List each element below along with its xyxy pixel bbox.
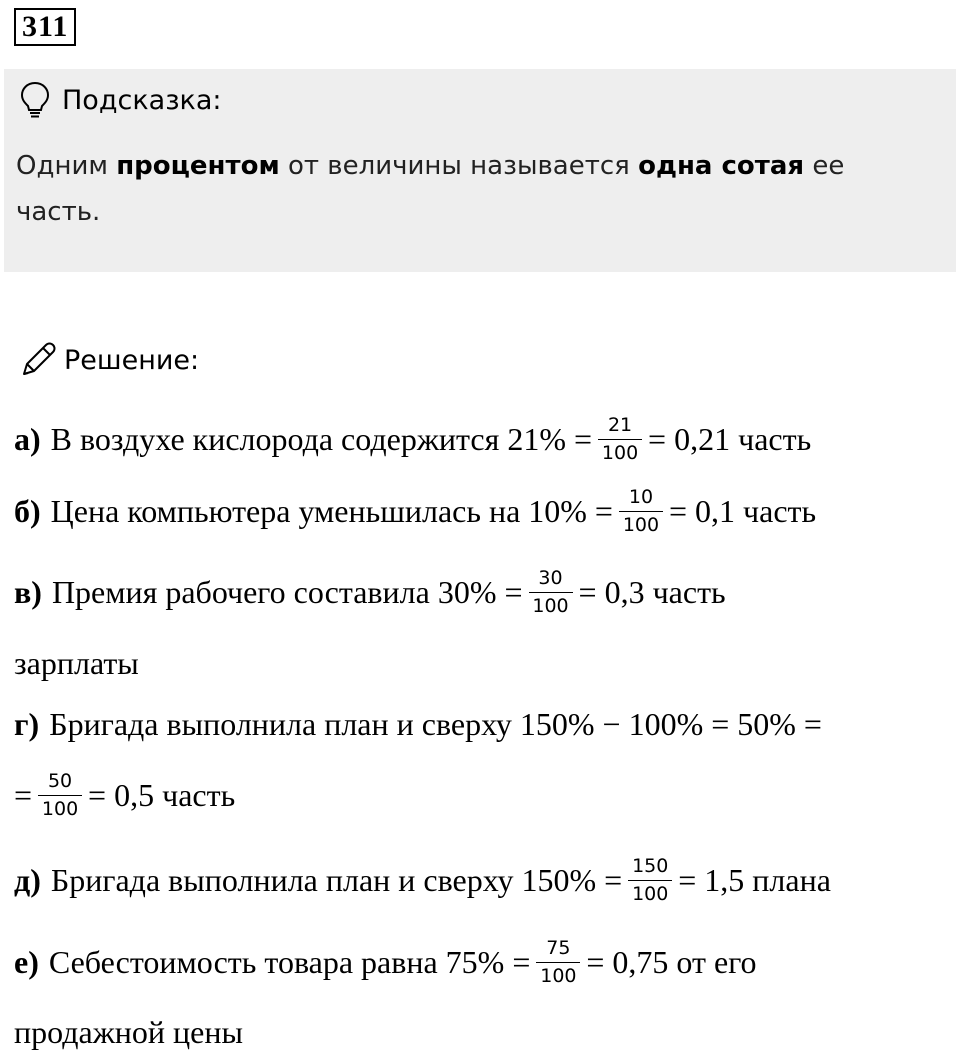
solution-title-text: Решение: (64, 344, 200, 376)
hint-box (4, 69, 956, 272)
fraction: $\frac{150}{100}$ (628, 855, 672, 906)
solution-line-v: в) Премия рабочего составила 30% = $\frac{30}{100}$ = 0,3 часть (14, 567, 726, 617)
hint-title (20, 81, 222, 119)
solution-line-a: а) В воздухе кислорода содержится 21% = $\frac{21}{100}$ = 0,21 часть (14, 414, 812, 464)
item-label: д) (14, 862, 41, 898)
item-label: г) (14, 706, 40, 742)
solution-line-v-cont: зарплаты (14, 645, 139, 681)
fraction: $\frac{21}{100}$ (598, 414, 642, 465)
solution-line-b: б) Цена компьютера уменьшилась на 10% = $\frac{10}{100}$ = 0,1 часть (14, 486, 817, 536)
solution-line-g: г) Бригада выполнила план и сверху 150% − 100% = 50% = (14, 706, 822, 742)
item-label: е) (14, 944, 39, 980)
hint-text: Одним процентом от величины называется одна сотая ее часть. (16, 151, 845, 227)
solution-line-g-cont: = $\frac{50}{100}$ = 0,5 часть (14, 770, 236, 820)
hint-bold-hundredth: одна сотая (638, 151, 805, 181)
hint-title-text: Подсказка: (62, 84, 222, 116)
fraction: $\frac{30}{100}$ (529, 567, 573, 618)
fraction: $\frac{50}{100}$ (38, 770, 82, 821)
fraction: $\frac{75}{100}$ (536, 937, 580, 988)
task-number: 311 (14, 8, 76, 46)
hint-bold-percent: процентом (116, 151, 280, 181)
solution-title (18, 340, 199, 380)
solution-line-e-cont: продажной цены (14, 1014, 243, 1050)
fraction: $\frac{10}{100}$ (619, 486, 663, 537)
lightbulb-icon (20, 81, 50, 119)
pencil-icon (18, 340, 58, 380)
item-label: в) (14, 574, 42, 610)
item-label: а) (14, 421, 41, 457)
solution-line-e: е) Себестоимость товара равна 75% = $\frac{75}{100}$ = 0,75 от его (14, 937, 757, 987)
solution-line-d: д) Бригада выполнила план и сверху 150% = $\frac{150}{100}$ = 1,5 плана (14, 855, 831, 905)
item-label: б) (14, 493, 41, 529)
